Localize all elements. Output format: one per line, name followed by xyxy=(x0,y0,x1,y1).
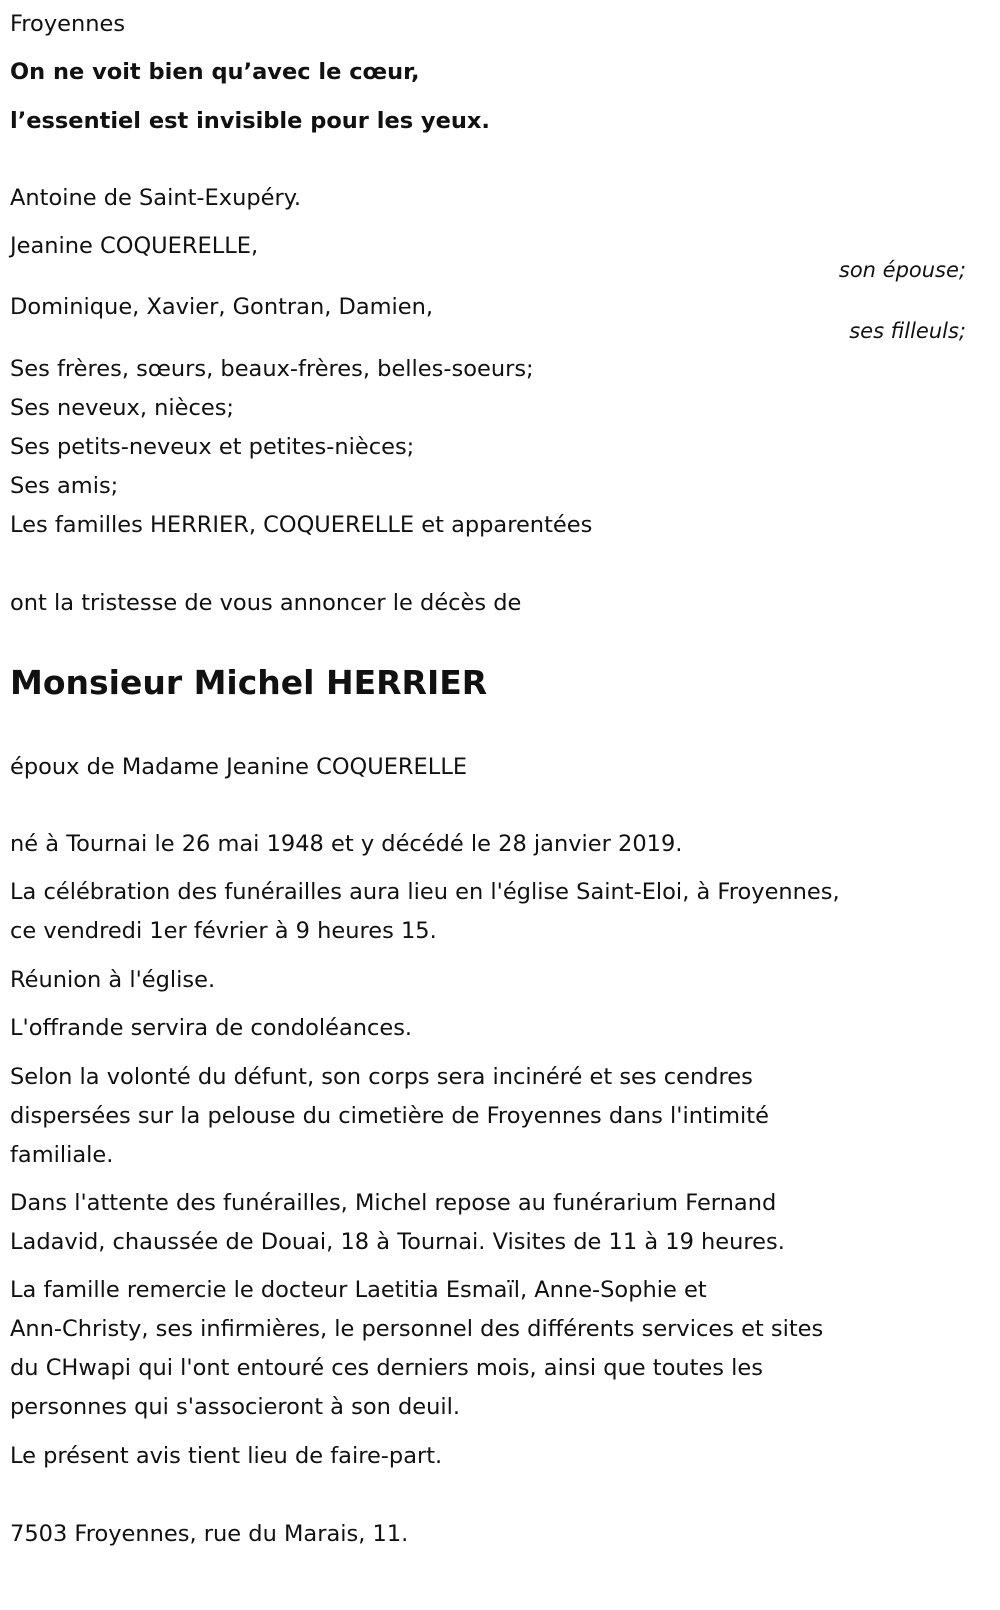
paragraph-line: dispersées sur la pelouse du cimetière de Froyennes dans l'intimité xyxy=(10,1103,769,1129)
paragraph-line: familiale. xyxy=(10,1142,114,1168)
place: Froyennes xyxy=(10,11,126,37)
family-relation: ses filleuls; xyxy=(849,319,966,343)
family-name: Jeanine COQUERELLE, xyxy=(10,233,259,259)
family-relation: son épouse; xyxy=(838,258,966,282)
paragraph-line: Réunion à l'église. xyxy=(10,967,216,993)
paragraph-line: personnes qui s'associeront à son deuil. xyxy=(10,1394,461,1420)
family-name: Dominique, Xavier, Gontran, Damien, xyxy=(10,294,434,320)
quote-author: Antoine de Saint-Exupéry. xyxy=(10,185,301,211)
relatives-line: Ses amis; xyxy=(10,473,119,499)
paragraph-line: La famille remercie le docteur Laetitia Esmaïl, Anne-Sophie et xyxy=(10,1277,707,1303)
announcement: ont la tristesse de vous annoncer le décès de xyxy=(10,590,522,616)
paragraph-line: né à Tournai le 26 mai 1948 et y décédé le 28 janvier 2019. xyxy=(10,831,683,857)
paragraph-line: Le présent avis tient lieu de faire-part. xyxy=(10,1443,443,1469)
address: 7503 Froyennes, rue du Marais, 11. xyxy=(10,1521,409,1547)
spouse-line: époux de Madame Jeanine COQUERELLE xyxy=(10,754,468,780)
relatives-line: Ses petits-neveux et petites-nièces; xyxy=(10,434,415,460)
paragraph-line: Dans l'attente des funérailles, Michel repose au funérarium Fernand xyxy=(10,1190,777,1216)
paragraph-line: Ann-Christy, ses infirmières, le personnel des différents services et sites xyxy=(10,1316,824,1342)
relatives-line: Les familles HERRIER, COQUERELLE et apparentées xyxy=(10,512,593,538)
deceased-name: Monsieur Michel HERRIER xyxy=(10,663,488,702)
paragraph-line: ce vendredi 1er février à 9 heures 15. xyxy=(10,918,437,944)
relatives-line: Ses frères, sœurs, beaux-frères, belles-soeurs; xyxy=(10,356,534,382)
quote-line: On ne voit bien qu’avec le cœur, xyxy=(10,59,420,85)
quote-line: l’essentiel est invisible pour les yeux. xyxy=(10,108,490,134)
paragraph-line: du CHwapi qui l'ont entouré ces derniers mois, ainsi que toutes les xyxy=(10,1355,763,1381)
paragraph-line: L'offrande servira de condoléances. xyxy=(10,1015,413,1041)
paragraph-line: La célébration des funérailles aura lieu en l'église Saint-Eloi, à Froyennes, xyxy=(10,879,840,905)
paragraph-line: Ladavid, chaussée de Douai, 18 à Tournai. Visites de 11 à 19 heures. xyxy=(10,1229,785,1255)
paragraph-line: Selon la volonté du défunt, son corps sera incinéré et ses cendres xyxy=(10,1064,753,1090)
relatives-line: Ses neveux, nièces; xyxy=(10,395,235,421)
